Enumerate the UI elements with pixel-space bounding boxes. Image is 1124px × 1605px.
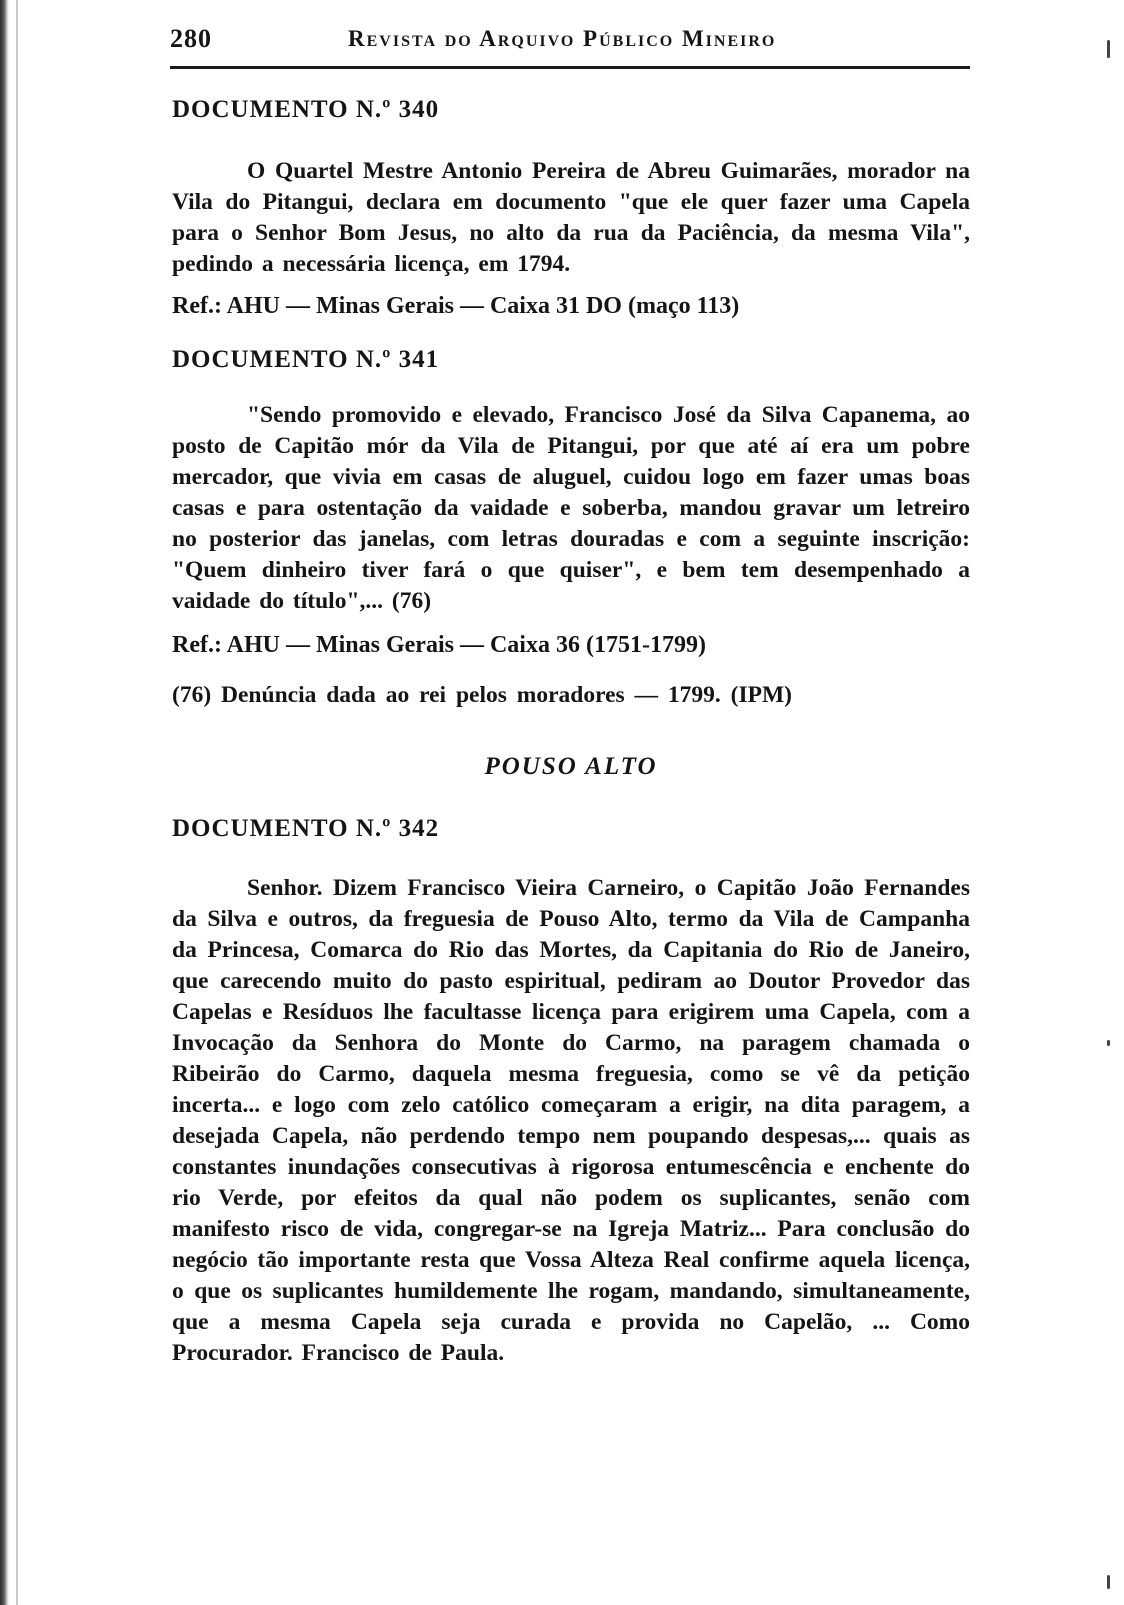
scan-left-edge — [0, 0, 9, 1605]
doc-340-ref: Ref.: AHU — Minas Gerais — Caixa 31 DO (maço 113) — [172, 293, 740, 319]
doc-340-text: O Quartel Mestre Antonio Pereira de Abreu Guimarães, morador na Vila do Pitangui, declara em documento "que ele quer fazer uma Capela para o Senhor Bom Jesus, no alto da rua da Paciência, da mesma Vila", pedindo a necessária licença, em 1794. — [172, 158, 970, 277]
page-header — [170, 22, 970, 56]
page-number: 280 — [170, 24, 212, 53]
page-body — [172, 92, 970, 1369]
running-head: Revista do Arquivo Público Mineiro — [348, 26, 777, 51]
header-rule — [170, 66, 970, 69]
footnote-76: (76) Denúncia dada ao rei pelos moradores — 1799. (IPM) — [172, 682, 792, 708]
doc-341-ref: Ref.: AHU — Minas Gerais — Caixa 36 (1751-1799) — [172, 632, 706, 658]
scan-speck — [1107, 40, 1110, 58]
doc-341-heading: DOCUMENTO N.º 341 — [172, 346, 440, 373]
section-title: POUSO ALTO — [484, 753, 658, 780]
doc-340-heading: DOCUMENTO N.º 340 — [172, 96, 440, 123]
doc-341-text: "Sendo promovido e elevado, Francisco José da Silva Capanema, ao posto de Capitão mór da Vila de Pitangui, por que até aí era um pobre mercador, que vivia em casas de aluguel, cuidou logo em fazer umas boas casas e para ostentação da vaidade e soberba, mandou gravar um letreiro no posterior das janelas, com letras douradas e com a seguinte inscrição: "Quem dinheiro tiver fará o que quiser", e bem tem desempenhado a vaidade do título",... (76) — [172, 402, 970, 614]
scan-speck — [1107, 1040, 1110, 1046]
scan-speck — [1107, 1575, 1110, 1589]
scan-gutter-line — [16, 0, 18, 1605]
doc-342-heading: DOCUMENTO N.º 342 — [172, 815, 440, 842]
doc-342-text: Senhor. Dizem Francisco Vieira Carneiro, o Capitão João Fernandes da Silva e outros, da freguesia de Pouso Alto, termo da Vila de Campanha da Princesa, Comarca do Rio das Mortes, da Capitania do Rio de Janeiro, que carecendo muito do pasto espiritual, pediram ao Doutor Provedor das Capelas e Resíduos lhe facultasse licença para erigirem uma Capela, com a Invocação da Senhora do Monte do Carmo, na paragem chamada o Ribeirão do Carmo, daquela mesma freguesia, como se vê da petição incerta... e logo com zelo católico começaram a erigir, na dita paragem, a desejada Capela, não perdendo tempo nem poupando despesas,... quais as constantes inundações consecutivas à rigorosa entumescência e enchente do rio Verde, por efeitos da qual não podem os suplicantes, senão com manifesto risco de vida, congregar-se na Igreja Matriz... Para conclusão do negócio tão importante resta que Vossa Alteza Real confirme aquela licença, o que os suplicantes humildemente lhe rogam, mandando, simultaneamente, que a mesma Capela seja curada e provida no Capelão, ... Como Procurador. Francisco de Paula. — [172, 875, 970, 1366]
